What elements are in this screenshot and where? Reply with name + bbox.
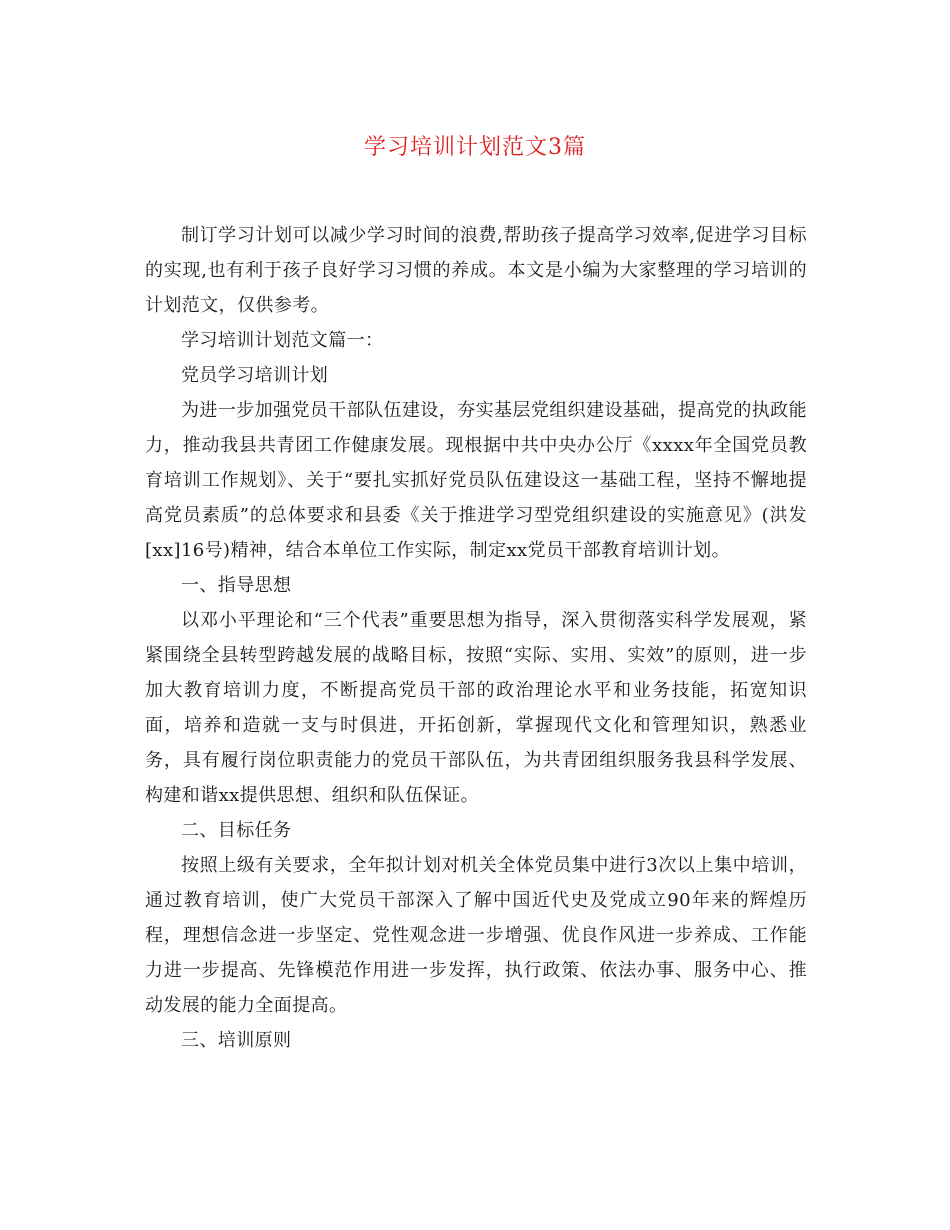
body-paragraph: 为进一步加强党员干部队伍建设，夯实基层党组织建设基础，提高党的执政能力，推动我县共青团工作健康发展。现根据中共中央办公厅《xxxx年全国党员教育培训工作规划》、关于“要扎实抓好党员队伍建设这一基础工程，坚持不懈地提高党员素质”的总体要求和县委《关于推进学习型党组织建设的实施意见》(洪发[xx]16号)精神，结合本单位工作实际，制定xx党员干部教育培训计划。 xyxy=(145,400,807,561)
section-heading-principles: 三、培训原则 xyxy=(181,1030,292,1051)
section-heading-guiding-thought: 一、指导思想 xyxy=(181,575,292,596)
body-paragraph: 以邓小平理论和“三个代表”重要思想为指导，深入贯彻落实科学发展观，紧紧围绕全县转型跨越发展的战略目标，按照“实际、实用、实效”的原则，进一步加大教育培训力度，不断提高党员干部的政治理论水平和业务技能，拓宽知识面，培养和造就一支与时俱进，开拓创新，掌握现代文化和管理知识，熟悉业务，具有履行岗位职责能力的党员干部队伍，为共青团组织服务我县科学发展、构建和谐xx提供思想、组织和队伍保证。 xyxy=(145,610,807,806)
section-heading-article-one: 学习培训计划范文篇一： xyxy=(181,330,384,351)
body-paragraph: 按照上级有关要求，全年拟计划对机关全体党员集中进行3次以上集中培训，通过教育培训，使广大党员干部深入了解中国近代史及党成立90年来的辉煌历程，理想信念进一步坚定、党性观念进一步增强、优良作风进一步养成、工作能力进一步提高、先锋模范作用进一步发挥，执行政策、依法办事、服务中心、推动发展的能力全面提高。 xyxy=(145,855,807,1016)
section-heading-plan: 党员学习培训计划 xyxy=(181,365,329,386)
section-heading-objectives: 二、目标任务 xyxy=(181,820,292,841)
intro-paragraph: 制订学习计划可以减少学习时间的浪费,帮助孩子提高学习效率,促进学习目标的实现,也有利于孩子良好学习习惯的养成。本文是小编为大家整理的学习培训的计划范文，仅供参考。 xyxy=(145,225,807,316)
document-title: 学习培训计划范文3篇 xyxy=(364,135,586,160)
document-body xyxy=(145,218,807,1058)
